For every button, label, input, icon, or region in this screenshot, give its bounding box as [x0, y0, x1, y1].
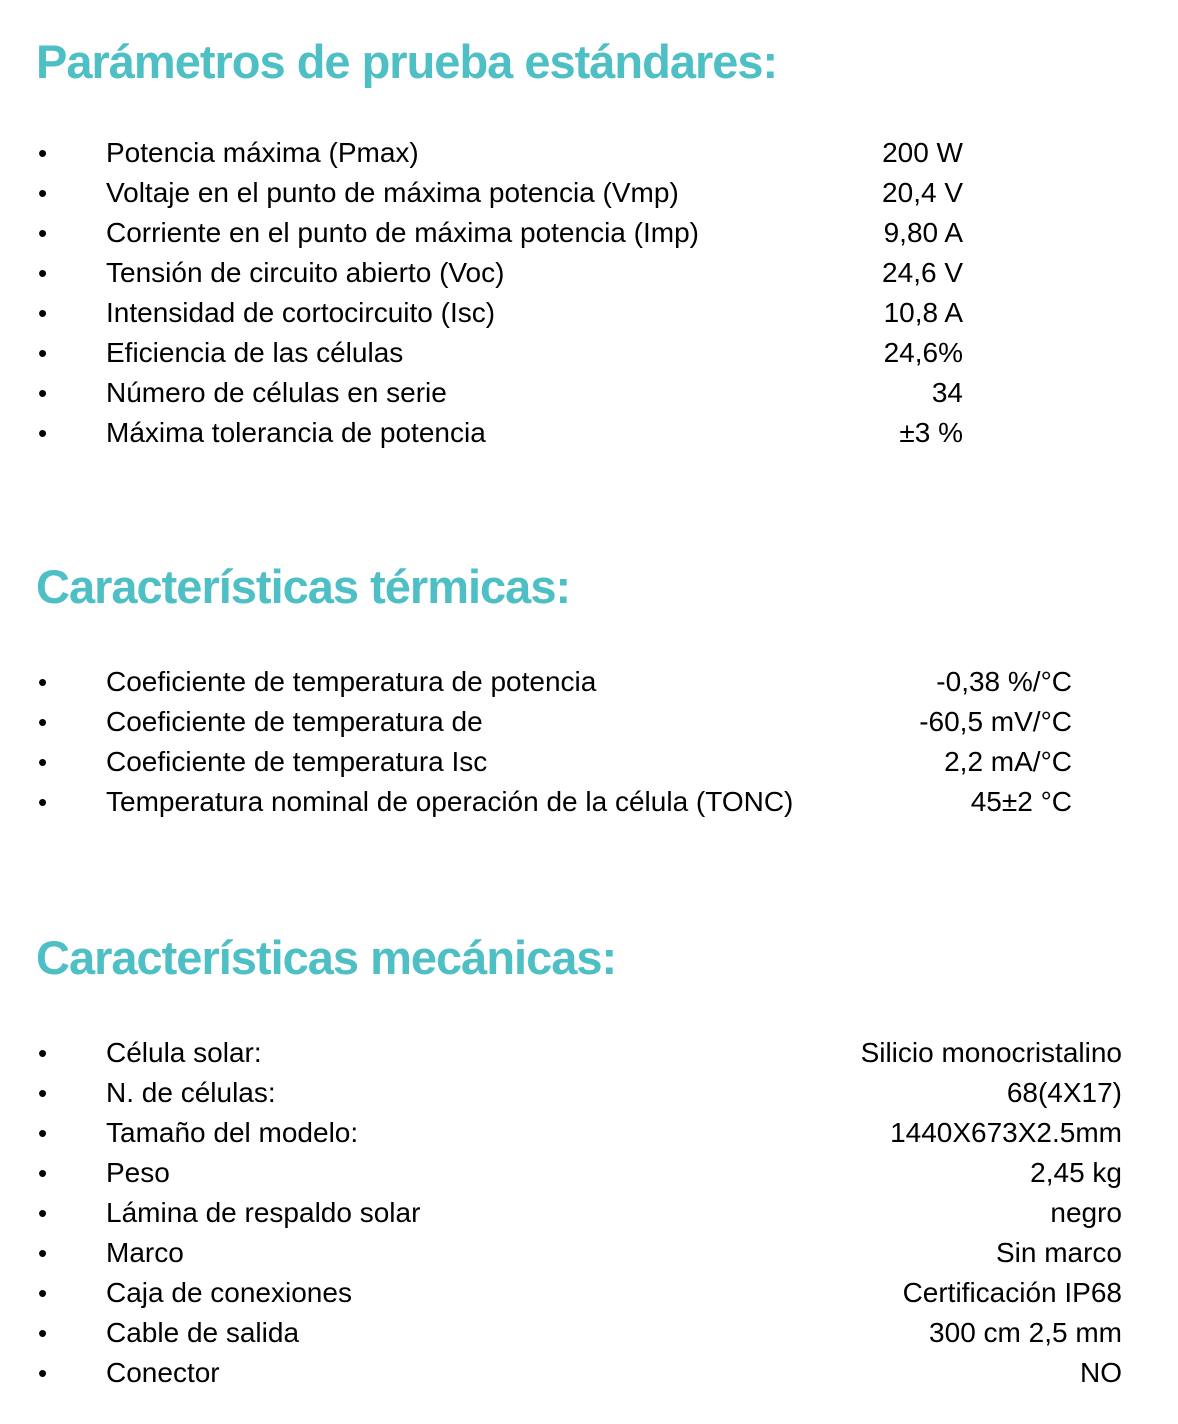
spec-label: Intensidad de cortocircuito (Isc) [106, 297, 496, 328]
spec-row-imp [0, 213, 1178, 253]
bullet-icon: • [38, 787, 48, 817]
section-title-mechanical: Características mecánicas: [36, 931, 617, 984]
spec-value: Silicio monocristalino [860, 1037, 1122, 1068]
spec-value: 1440X673X2.5mm [890, 1117, 1122, 1148]
spec-list-mechanical [0, 1033, 1178, 1393]
section-thermal-characteristics [0, 560, 1178, 822]
bullet-icon: • [38, 298, 48, 328]
spec-label: Coeficiente de temperatura de potencia [106, 666, 597, 697]
section-mechanical-characteristics [0, 931, 1178, 1393]
spec-label: Coeficiente de temperatura Isc [106, 746, 488, 777]
section-title-thermal: Características térmicas: [36, 560, 571, 613]
spec-value: 2,45 kg [1030, 1157, 1122, 1188]
spec-row-cell-efficiency [0, 333, 1178, 373]
spec-value: 9,80 A [883, 217, 963, 248]
bullet-icon: • [38, 178, 48, 208]
bullet-icon: • [38, 1158, 48, 1188]
spec-list-test-parameters [0, 133, 1178, 453]
spec-row-connector [0, 1353, 1178, 1393]
spec-value: 34 [931, 377, 963, 408]
section-test-parameters [0, 0, 1178, 453]
spec-value: -0,38 %/°C [936, 666, 1072, 697]
spec-row-temp-coeff-voltage [0, 702, 1178, 742]
spec-row-junction-box [0, 1273, 1178, 1313]
spec-label: Voltaje en el punto de máxima potencia (Vmp) [106, 177, 679, 208]
bullet-icon: • [38, 258, 48, 288]
spec-label: Conector [106, 1357, 220, 1388]
bullet-icon: • [38, 1318, 48, 1348]
spec-row-power-tolerance [0, 413, 1178, 453]
spec-row-output-cable [0, 1313, 1178, 1353]
spec-value: negro [1050, 1197, 1122, 1228]
spec-label: Potencia máxima (Pmax) [106, 137, 419, 168]
spec-value: 20,4 V [882, 177, 963, 208]
bullet-icon: • [38, 1238, 48, 1268]
section-title-test-parameters: Parámetros de prueba estándares: [36, 35, 778, 88]
spec-value: 300 cm 2,5 mm [929, 1317, 1122, 1348]
spec-label: Tensión de circuito abierto (Voc) [106, 257, 505, 288]
spec-row-pmax [0, 133, 1178, 173]
spec-value: 45±2 °C [970, 786, 1072, 817]
spec-row-cells-in-series [0, 373, 1178, 413]
bullet-icon: • [38, 378, 48, 408]
spec-row-frame [0, 1233, 1178, 1273]
spec-label: Caja de conexiones [106, 1277, 352, 1308]
spec-label: Marco [106, 1237, 184, 1268]
spec-label: Temperatura nominal de operación de la célula (TONC) [106, 786, 794, 817]
bullet-icon: • [38, 1198, 48, 1228]
bullet-icon: • [38, 747, 48, 777]
spec-row-vmp [0, 173, 1178, 213]
spec-label: Lámina de respaldo solar [106, 1197, 421, 1228]
spec-value: 24,6 V [882, 257, 963, 288]
bullet-icon: • [38, 667, 48, 697]
spec-row-tonc [0, 782, 1178, 822]
spec-label: Cable de salida [106, 1317, 300, 1348]
spec-value: ±3 % [899, 417, 963, 448]
spec-value: 200 W [882, 137, 963, 168]
spec-label: Número de células en serie [106, 377, 447, 408]
spec-row-solar-cell [0, 1033, 1178, 1073]
spec-row-voc [0, 253, 1178, 293]
spec-value: 10,8 A [883, 297, 963, 328]
spec-value: 68(4X17) [1006, 1077, 1122, 1108]
spec-label: Máxima tolerancia de potencia [106, 417, 486, 448]
bullet-icon: • [38, 1038, 48, 1068]
spec-label: Coeficiente de temperatura de [106, 706, 483, 737]
spec-label: Tamaño del modelo: [106, 1117, 359, 1148]
spec-row-temp-coeff-isc [0, 742, 1178, 782]
bullet-icon: • [38, 418, 48, 448]
bullet-icon: • [38, 1078, 48, 1108]
spec-value: -60,5 mV/°C [919, 706, 1072, 737]
spec-label: Peso [106, 1157, 170, 1188]
spec-label: Eficiencia de las células [106, 337, 404, 368]
spec-value: NO [1080, 1357, 1122, 1388]
spec-list-thermal [0, 662, 1178, 822]
bullet-icon: • [38, 707, 48, 737]
bullet-icon: • [38, 218, 48, 248]
spec-value: Sin marco [995, 1237, 1122, 1268]
bullet-icon: • [38, 338, 48, 368]
spec-label: N. de células: [106, 1077, 276, 1108]
spec-value: 24,6% [883, 337, 963, 368]
spec-label: Corriente en el punto de máxima potencia (Imp) [106, 217, 699, 248]
bullet-icon: • [38, 138, 48, 168]
spec-value: Certificación IP68 [902, 1277, 1122, 1308]
spec-row-temp-coeff-power [0, 662, 1178, 702]
spec-row-weight [0, 1153, 1178, 1193]
spec-value: 2,2 mA/°C [944, 746, 1072, 777]
spec-row-cell-count [0, 1073, 1178, 1113]
bullet-icon: • [38, 1358, 48, 1388]
bullet-icon: • [38, 1118, 48, 1148]
spec-label: Célula solar: [106, 1037, 262, 1068]
spec-row-model-size [0, 1113, 1178, 1153]
spec-row-backsheet [0, 1193, 1178, 1233]
spec-row-isc [0, 293, 1178, 333]
bullet-icon: • [38, 1278, 48, 1308]
